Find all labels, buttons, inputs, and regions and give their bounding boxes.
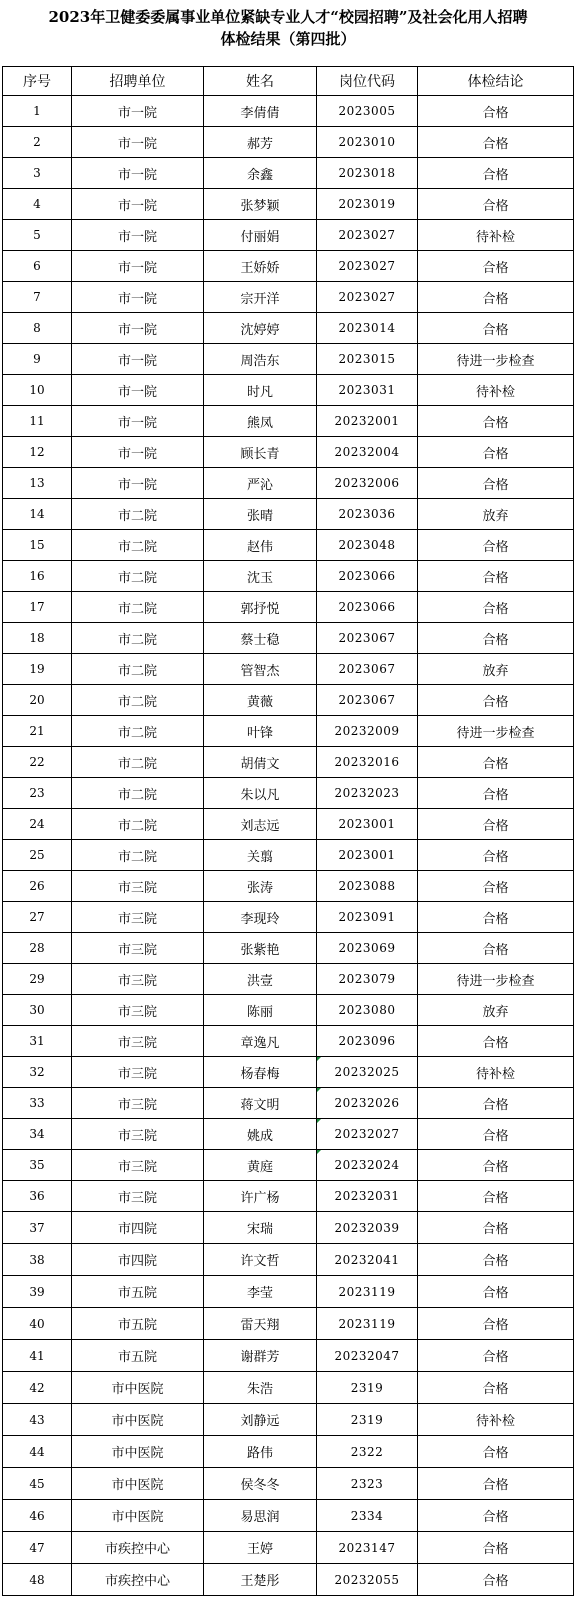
row-index: 45 (3, 1468, 72, 1500)
row-result: 合格 (418, 1276, 574, 1308)
row-result: 合格 (418, 1468, 574, 1500)
row-name: 蒋文明 (204, 1088, 317, 1119)
row-index: 2 (3, 127, 72, 158)
row-result: 合格 (418, 1372, 574, 1404)
row-name: 李莹 (204, 1276, 317, 1308)
row-unit: 市三院 (72, 1026, 204, 1057)
row-post-code: 2023119 (317, 1308, 418, 1340)
row-name: 朱浩 (204, 1372, 317, 1404)
row-post-code: 2023005 (317, 96, 418, 127)
row-result: 待补检 (418, 1057, 574, 1088)
row-post-code: 2023014 (317, 313, 418, 344)
row-post-code: 20232025 (317, 1057, 418, 1088)
row-unit: 市一院 (72, 406, 204, 437)
row-result: 放弃 (418, 995, 574, 1026)
table-row (3, 96, 574, 127)
row-unit: 市二院 (72, 623, 204, 654)
row-unit: 市二院 (72, 778, 204, 809)
row-index: 24 (3, 809, 72, 840)
row-result: 合格 (418, 685, 574, 716)
row-name: 胡倩文 (204, 747, 317, 778)
row-name: 张涛 (204, 871, 317, 902)
row-name: 章逸凡 (204, 1026, 317, 1057)
table-row (3, 1057, 574, 1088)
table-row (3, 1468, 574, 1500)
row-index: 39 (3, 1276, 72, 1308)
row-name: 刘志远 (204, 809, 317, 840)
row-unit: 市二院 (72, 685, 204, 716)
row-post-code: 2023066 (317, 561, 418, 592)
row-index: 46 (3, 1500, 72, 1532)
table-row (3, 437, 574, 468)
table-row (3, 964, 574, 995)
row-post-code: 20232001 (317, 406, 418, 437)
row-post-code: 2319 (317, 1404, 418, 1436)
row-index: 47 (3, 1532, 72, 1564)
row-post-code: 2023031 (317, 375, 418, 406)
row-unit: 市一院 (72, 437, 204, 468)
row-name: 易思润 (204, 1500, 317, 1532)
row-post-code: 20232041 (317, 1244, 418, 1276)
row-result: 合格 (418, 468, 574, 499)
row-result: 合格 (418, 778, 574, 809)
row-unit: 市中医院 (72, 1468, 204, 1500)
table-row (3, 313, 574, 344)
table-row (3, 344, 574, 375)
row-result: 合格 (418, 747, 574, 778)
row-name: 王娇娇 (204, 251, 317, 282)
row-index: 22 (3, 747, 72, 778)
header-name: 姓名 (204, 67, 317, 96)
row-name: 郭抒悦 (204, 592, 317, 623)
row-result: 待补检 (418, 1404, 574, 1436)
row-index: 35 (3, 1150, 72, 1181)
row-result: 合格 (418, 127, 574, 158)
row-result: 待补检 (418, 220, 574, 251)
row-name: 许广杨 (204, 1181, 317, 1212)
table-row (3, 685, 574, 716)
table-row (3, 1026, 574, 1057)
row-result: 合格 (418, 1244, 574, 1276)
row-unit: 市三院 (72, 995, 204, 1026)
row-post-code: 2023067 (317, 654, 418, 685)
table-row (3, 1500, 574, 1532)
row-post-code: 2322 (317, 1436, 418, 1468)
table-row (3, 747, 574, 778)
row-name: 叶锋 (204, 716, 317, 747)
row-result: 待补检 (418, 375, 574, 406)
table-row (3, 1212, 574, 1244)
row-name: 黄薇 (204, 685, 317, 716)
row-index: 43 (3, 1404, 72, 1436)
table-row (3, 809, 574, 840)
table-body (3, 96, 574, 1596)
row-post-code: 20232026 (317, 1088, 418, 1119)
row-result: 放弃 (418, 499, 574, 530)
table-row (3, 499, 574, 530)
table-row (3, 1276, 574, 1308)
row-index: 12 (3, 437, 72, 468)
row-result: 合格 (418, 158, 574, 189)
row-name: 顾长青 (204, 437, 317, 468)
row-post-code: 2023066 (317, 592, 418, 623)
row-index: 1 (3, 96, 72, 127)
row-name: 沈玉 (204, 561, 317, 592)
row-name: 张紫艳 (204, 933, 317, 964)
row-index: 33 (3, 1088, 72, 1119)
row-result: 合格 (418, 902, 574, 933)
row-post-code: 20232006 (317, 468, 418, 499)
row-index: 5 (3, 220, 72, 251)
row-post-code: 2023067 (317, 685, 418, 716)
row-name: 张晴 (204, 499, 317, 530)
row-unit: 市一院 (72, 282, 204, 313)
row-name: 张梦颖 (204, 189, 317, 220)
row-result: 合格 (418, 561, 574, 592)
table-row (3, 1340, 574, 1372)
row-name: 陈丽 (204, 995, 317, 1026)
table-row (3, 406, 574, 437)
document-title (0, 6, 576, 50)
row-post-code: 2023036 (317, 499, 418, 530)
row-index: 31 (3, 1026, 72, 1057)
row-unit: 市三院 (72, 1181, 204, 1212)
table-row (3, 127, 574, 158)
table-row (3, 1564, 574, 1596)
row-name: 王楚彤 (204, 1564, 317, 1596)
table-row (3, 623, 574, 654)
row-name: 管智杰 (204, 654, 317, 685)
row-name: 洪壹 (204, 964, 317, 995)
row-post-code: 2023027 (317, 251, 418, 282)
row-name: 朱以凡 (204, 778, 317, 809)
row-post-code: 20232016 (317, 747, 418, 778)
row-index: 19 (3, 654, 72, 685)
row-result: 合格 (418, 1150, 574, 1181)
row-index: 3 (3, 158, 72, 189)
row-post-code: 2023019 (317, 189, 418, 220)
row-result: 合格 (418, 1026, 574, 1057)
row-unit: 市五院 (72, 1340, 204, 1372)
row-index: 44 (3, 1436, 72, 1468)
row-post-code: 20232039 (317, 1212, 418, 1244)
row-post-code: 2023018 (317, 158, 418, 189)
results-table (2, 66, 574, 1596)
row-result: 合格 (418, 592, 574, 623)
row-post-code: 2023069 (317, 933, 418, 964)
row-post-code: 2334 (317, 1500, 418, 1532)
row-result: 合格 (418, 1212, 574, 1244)
row-index: 40 (3, 1308, 72, 1340)
row-unit: 市一院 (72, 189, 204, 220)
row-result: 合格 (418, 406, 574, 437)
row-result: 合格 (418, 96, 574, 127)
table-row (3, 189, 574, 220)
row-name: 宋瑞 (204, 1212, 317, 1244)
row-unit: 市三院 (72, 964, 204, 995)
table-row (3, 1308, 574, 1340)
row-name: 谢群芳 (204, 1340, 317, 1372)
row-post-code: 2023067 (317, 623, 418, 654)
row-name: 周浩东 (204, 344, 317, 375)
row-name: 李现玲 (204, 902, 317, 933)
table-row (3, 933, 574, 964)
table-row (3, 468, 574, 499)
row-post-code: 2323 (317, 1468, 418, 1500)
row-name: 沈婷婷 (204, 313, 317, 344)
row-index: 6 (3, 251, 72, 282)
row-result: 合格 (418, 313, 574, 344)
table-row (3, 1436, 574, 1468)
row-index: 16 (3, 561, 72, 592)
row-name: 赵伟 (204, 530, 317, 561)
row-unit: 市一院 (72, 375, 204, 406)
row-unit: 市一院 (72, 313, 204, 344)
row-index: 28 (3, 933, 72, 964)
row-post-code: 20232024 (317, 1150, 418, 1181)
table-row (3, 1532, 574, 1564)
row-name: 宗开洋 (204, 282, 317, 313)
table-row (3, 995, 574, 1026)
row-index: 4 (3, 189, 72, 220)
row-unit: 市五院 (72, 1276, 204, 1308)
header-unit: 招聘单位 (72, 67, 204, 96)
row-name: 杨春梅 (204, 1057, 317, 1088)
row-index: 32 (3, 1057, 72, 1088)
row-unit: 市二院 (72, 530, 204, 561)
table-row (3, 1372, 574, 1404)
row-unit: 市三院 (72, 902, 204, 933)
row-name: 路伟 (204, 1436, 317, 1468)
row-result: 待进一步检查 (418, 964, 574, 995)
row-unit: 市四院 (72, 1212, 204, 1244)
table-row (3, 282, 574, 313)
row-post-code: 2023091 (317, 902, 418, 933)
row-post-code: 20232023 (317, 778, 418, 809)
title-line-2: 体检结果（第四批） (220, 30, 356, 48)
table-row (3, 251, 574, 282)
row-name: 姚成 (204, 1119, 317, 1150)
row-index: 48 (3, 1564, 72, 1596)
table-row (3, 840, 574, 871)
row-index: 21 (3, 716, 72, 747)
row-name: 李倩倩 (204, 96, 317, 127)
row-unit: 市三院 (72, 871, 204, 902)
row-unit: 市二院 (72, 747, 204, 778)
row-unit: 市一院 (72, 158, 204, 189)
header-result: 体检结论 (418, 67, 574, 96)
row-post-code: 20232009 (317, 716, 418, 747)
table-row (3, 158, 574, 189)
table-row (3, 592, 574, 623)
table-row (3, 871, 574, 902)
row-name: 郝芳 (204, 127, 317, 158)
row-index: 14 (3, 499, 72, 530)
row-result: 合格 (418, 189, 574, 220)
row-index: 7 (3, 282, 72, 313)
row-unit: 市二院 (72, 809, 204, 840)
row-post-code: 20232055 (317, 1564, 418, 1596)
row-result: 合格 (418, 623, 574, 654)
table-row (3, 716, 574, 747)
row-index: 11 (3, 406, 72, 437)
row-name: 熊凤 (204, 406, 317, 437)
row-index: 20 (3, 685, 72, 716)
row-result: 合格 (418, 1088, 574, 1119)
table-row (3, 1181, 574, 1212)
row-unit: 市三院 (72, 1119, 204, 1150)
row-unit: 市二院 (72, 592, 204, 623)
row-index: 10 (3, 375, 72, 406)
row-index: 25 (3, 840, 72, 871)
row-unit: 市三院 (72, 1057, 204, 1088)
row-name: 严沁 (204, 468, 317, 499)
row-result: 合格 (418, 1500, 574, 1532)
row-unit: 市一院 (72, 344, 204, 375)
row-index: 29 (3, 964, 72, 995)
row-post-code: 2023015 (317, 344, 418, 375)
row-result: 合格 (418, 1532, 574, 1564)
row-post-code: 20232047 (317, 1340, 418, 1372)
row-unit: 市中医院 (72, 1500, 204, 1532)
row-result: 合格 (418, 282, 574, 313)
row-post-code: 2023080 (317, 995, 418, 1026)
row-result: 合格 (418, 933, 574, 964)
table-row (3, 375, 574, 406)
row-name: 雷天翔 (204, 1308, 317, 1340)
row-unit: 市二院 (72, 840, 204, 871)
row-post-code: 2023048 (317, 530, 418, 561)
row-unit: 市疾控中心 (72, 1564, 204, 1596)
row-unit: 市二院 (72, 499, 204, 530)
row-unit: 市二院 (72, 654, 204, 685)
row-post-code: 2319 (317, 1372, 418, 1404)
row-result: 合格 (418, 1181, 574, 1212)
table-row (3, 778, 574, 809)
row-index: 9 (3, 344, 72, 375)
table-row (3, 1404, 574, 1436)
row-result: 待进一步检查 (418, 716, 574, 747)
row-name: 侯冬冬 (204, 1468, 317, 1500)
row-result: 合格 (418, 437, 574, 468)
row-index: 17 (3, 592, 72, 623)
row-index: 41 (3, 1340, 72, 1372)
row-unit: 市一院 (72, 127, 204, 158)
row-unit: 市三院 (72, 1150, 204, 1181)
row-result: 合格 (418, 1340, 574, 1372)
row-unit: 市中医院 (72, 1404, 204, 1436)
row-post-code: 2023001 (317, 840, 418, 871)
row-index: 23 (3, 778, 72, 809)
row-post-code: 2023096 (317, 1026, 418, 1057)
row-post-code: 20232031 (317, 1181, 418, 1212)
row-result: 合格 (418, 1308, 574, 1340)
row-name: 余鑫 (204, 158, 317, 189)
row-unit: 市一院 (72, 251, 204, 282)
row-post-code: 2023001 (317, 809, 418, 840)
row-result: 合格 (418, 1119, 574, 1150)
row-unit: 市一院 (72, 96, 204, 127)
row-name: 王婷 (204, 1532, 317, 1564)
row-unit: 市中医院 (72, 1436, 204, 1468)
row-result: 合格 (418, 530, 574, 561)
row-result: 合格 (418, 1436, 574, 1468)
table-row (3, 902, 574, 933)
table-header-row (3, 67, 574, 96)
row-result: 合格 (418, 251, 574, 282)
row-post-code: 2023119 (317, 1276, 418, 1308)
row-result: 放弃 (418, 654, 574, 685)
row-post-code: 2023027 (317, 220, 418, 251)
table-row (3, 561, 574, 592)
table-row (3, 1244, 574, 1276)
row-index: 18 (3, 623, 72, 654)
row-index: 26 (3, 871, 72, 902)
row-result: 合格 (418, 1564, 574, 1596)
row-index: 38 (3, 1244, 72, 1276)
row-post-code: 2023088 (317, 871, 418, 902)
row-name: 时凡 (204, 375, 317, 406)
row-index: 8 (3, 313, 72, 344)
row-post-code: 2023079 (317, 964, 418, 995)
row-name: 付丽娟 (204, 220, 317, 251)
row-index: 42 (3, 1372, 72, 1404)
table-row (3, 654, 574, 685)
row-result: 合格 (418, 840, 574, 871)
title-line-1: 2023年卫健委委属事业单位紧缺专业人才“校园招聘”及社会化用人招聘 (48, 8, 528, 26)
row-unit: 市中医院 (72, 1372, 204, 1404)
row-unit: 市一院 (72, 220, 204, 251)
table-row (3, 220, 574, 251)
row-name: 黄庭 (204, 1150, 317, 1181)
row-result: 合格 (418, 871, 574, 902)
row-index: 37 (3, 1212, 72, 1244)
table-row (3, 1150, 574, 1181)
row-result: 合格 (418, 809, 574, 840)
row-index: 30 (3, 995, 72, 1026)
row-name: 刘静远 (204, 1404, 317, 1436)
header-post-code: 岗位代码 (317, 67, 418, 96)
row-unit: 市一院 (72, 468, 204, 499)
row-post-code: 20232027 (317, 1119, 418, 1150)
table-row (3, 530, 574, 561)
row-index: 27 (3, 902, 72, 933)
row-name: 许文哲 (204, 1244, 317, 1276)
row-result: 待进一步检查 (418, 344, 574, 375)
row-unit: 市疾控中心 (72, 1532, 204, 1564)
row-index: 15 (3, 530, 72, 561)
row-post-code: 20232004 (317, 437, 418, 468)
row-name: 蔡士稳 (204, 623, 317, 654)
row-name: 关翦 (204, 840, 317, 871)
row-post-code: 2023147 (317, 1532, 418, 1564)
row-unit: 市二院 (72, 561, 204, 592)
row-unit: 市三院 (72, 933, 204, 964)
header-index: 序号 (3, 67, 72, 96)
row-unit: 市五院 (72, 1308, 204, 1340)
row-index: 34 (3, 1119, 72, 1150)
row-post-code: 2023027 (317, 282, 418, 313)
row-unit: 市三院 (72, 1088, 204, 1119)
table-row (3, 1119, 574, 1150)
row-index: 36 (3, 1181, 72, 1212)
row-unit: 市四院 (72, 1244, 204, 1276)
table-row (3, 1088, 574, 1119)
row-post-code: 2023010 (317, 127, 418, 158)
row-unit: 市二院 (72, 716, 204, 747)
row-index: 13 (3, 468, 72, 499)
